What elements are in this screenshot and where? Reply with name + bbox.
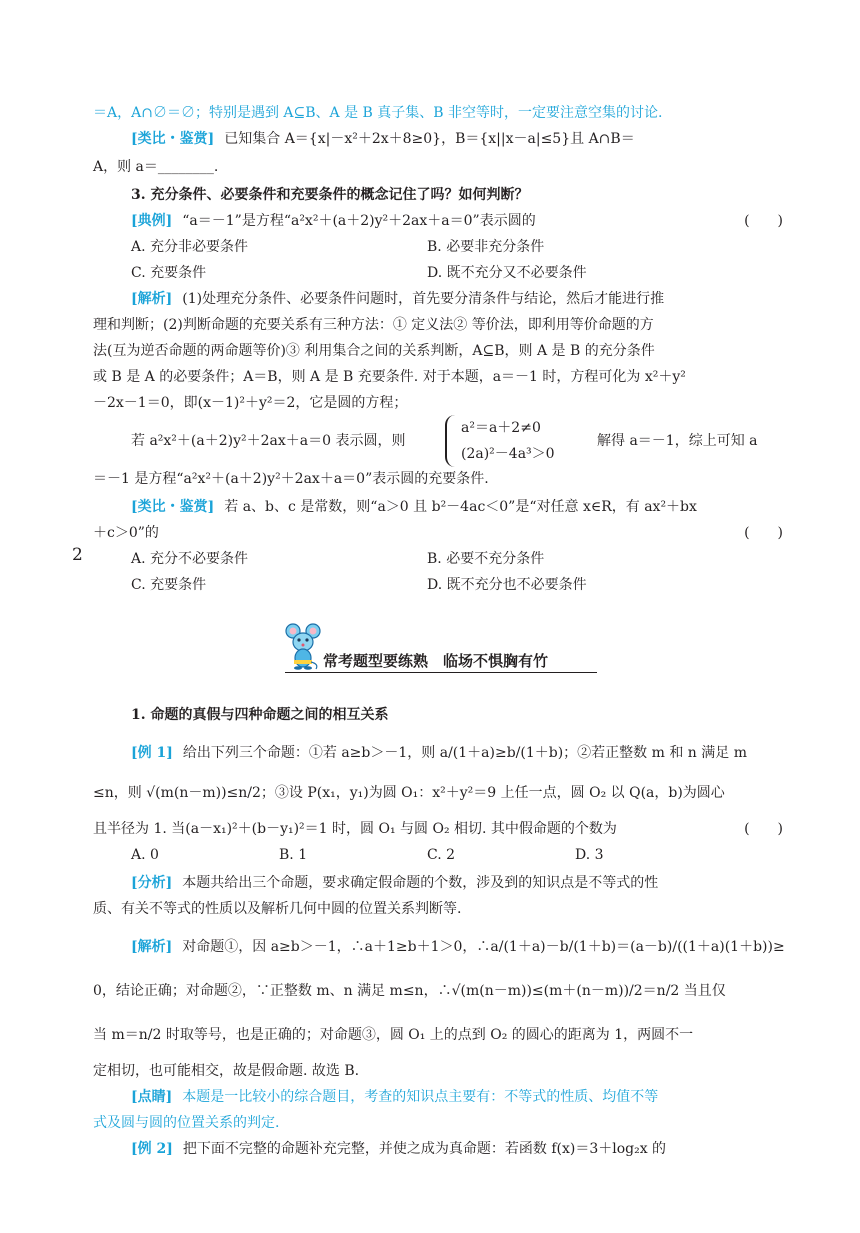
system-eq-2: (2a)²－4a³＞0 bbox=[461, 446, 555, 462]
text-line: [典例] “a＝－1”是方程“a²x²＋(a＋2)y²＋2ax＋a＝0”表示圆的 ( ) bbox=[131, 210, 783, 232]
text-line: 法(互为逆否命题的两命题等价)③ 利用集合之间的关系判断，A⊆B，则 A 是 B 的充分条件 bbox=[93, 343, 655, 359]
analogy-tag: [类比・鉴赏] bbox=[131, 131, 215, 147]
option-a: A. 0 bbox=[131, 847, 159, 863]
option-a: A. 充分非必要条件 bbox=[131, 239, 249, 255]
text-line: [解析] (1)处理充分条件、必要条件问题时，首先要分清条件与结论，然后才能进行推 bbox=[131, 291, 665, 307]
option-c: C. 2 bbox=[427, 847, 456, 863]
text-line: ＋c＞0”的 ( ) bbox=[93, 522, 783, 544]
mouse-mascot-icon bbox=[285, 622, 321, 670]
option-d: D. 既不充分又不必要条件 bbox=[427, 265, 587, 281]
answer-bracket: ( ) bbox=[744, 525, 783, 541]
text-line: 质、有关不等式的性质以及解析几何中圆的位置关系判断等. bbox=[93, 901, 462, 917]
example-tag: [例 2] bbox=[131, 1141, 173, 1157]
text-line: 理和判断；(2)判断命题的充要关系有三种方法：① 定义法② 等价法，即利用等价命题的方 bbox=[93, 317, 654, 333]
text-line: ＝A，A∩∅＝∅；特别是遇到 A⊆B、A 是 B 真子集、B 非空等时，一定要注意空集的讨论. bbox=[93, 105, 663, 121]
analysis-tag: [分析] bbox=[131, 875, 173, 891]
text-line: 定相切，也可能相交，故是假命题. 故选 B. bbox=[93, 1063, 360, 1079]
equation-system bbox=[445, 415, 597, 467]
analogy-tag: [类比・鉴赏] bbox=[131, 499, 215, 515]
text-line: 且半径为 1. 当(a－x₁)²＋(b－y₁)²＝1 时，圆 O₁ 与圆 O₂ 相切. 其中假命题的个数为 ( ) bbox=[93, 818, 783, 840]
example-tag: [典例] bbox=[131, 213, 173, 229]
text-line: A，则 a＝________. bbox=[93, 159, 219, 175]
solution-tag: [解析] bbox=[131, 939, 173, 955]
text-line: 式及圆与圆的位置关系的判定. bbox=[93, 1115, 280, 1131]
section-title: 常考题型要练熟 临场不惧胸有竹 bbox=[323, 652, 549, 670]
section-underline bbox=[285, 672, 597, 673]
question-heading: 3. 充分条件、必要条件和充要条件的概念记住了吗？如何判断？ bbox=[131, 187, 529, 203]
option-c: C. 充要条件 bbox=[131, 265, 207, 281]
text-line: 当 m＝n/2 时取等号，也是正确的；对命题③，圆 O₁ 上的点到 O₂ 的圆心的距离为 1，两圆不一 bbox=[93, 1027, 694, 1043]
text-line: 解得 a＝－1，综上可知 a bbox=[597, 433, 758, 449]
text-line: －2x－1＝0，即(x－1)²＋y²＝2，它是圆的方程； bbox=[93, 395, 408, 411]
text-line: [例 1] 给出下列三个命题：①若 a≥b＞－1，则 a/(1＋a)≥b/(1＋b)；②若正整数 m 和 n 满足 m bbox=[131, 745, 747, 761]
text-line: [类比・鉴赏] 已知集合 A＝{x|－x²＋2x＋8≥0}，B＝{x||x－a|≤5}且 A∩B＝ bbox=[131, 131, 635, 147]
comment-tag: [点睛] bbox=[131, 1089, 173, 1105]
option-d: D. 既不充分也不必要条件 bbox=[427, 577, 587, 593]
question-heading: 1. 命题的真假与四种命题之间的相互关系 bbox=[131, 707, 389, 723]
text-line: [点睛] 本题是一比较小的综合题目，考查的知识点主要有：不等式的性质、均值不等 bbox=[131, 1089, 659, 1105]
text-line: [类比・鉴赏] 若 a、b、c 是常数，则“a＞0 且 b²－4ac＜0”是“对任意 x∈R，有 ax²＋bx bbox=[131, 499, 697, 515]
text-line: 或 B 是 A 的必要条件；A＝B，则 A 是 B 充要条件. 对于本题，a＝－1 时，方程可化为 x²＋y² bbox=[93, 369, 686, 385]
answer-bracket: ( ) bbox=[744, 213, 783, 229]
option-b: B. 1 bbox=[279, 847, 308, 863]
section-header bbox=[285, 620, 597, 676]
text-line: [解析] 对命题①，因 a≥b＞－1，∴a＋1≥b＋1＞0，∴a/(1＋a)－b/(1＋b)＝(a－b)/((1＋a)(1＋b))≥ bbox=[131, 939, 785, 955]
text-line: 0，结论正确；对命题②，∵正整数 m、n 满足 m≤n，∴√(m(n－m))≤(m＋(n－m))/2＝n/2 当且仅 bbox=[93, 983, 726, 999]
answer-bracket: ( ) bbox=[744, 821, 783, 837]
system-eq-1: a²＝a＋2≠0 bbox=[461, 420, 541, 436]
text-line: [例 2] 把下面不完整的命题补充完整，并使之成为真命题：若函数 f(x)＝3＋log₂x 的 bbox=[131, 1141, 667, 1157]
option-b: B. 必要非充分条件 bbox=[427, 239, 545, 255]
option-d: D. 3 bbox=[575, 847, 604, 863]
text-line: ≤n，则 √(m(n－m))≤n/2；③设 P(x₁，y₁)为圆 O₁：x²＋y²＝9 上任一点，圆 O₂ 以 Q(a，b)为圆心 bbox=[93, 785, 725, 801]
example-tag: [例 1] bbox=[131, 745, 173, 761]
option-a: A. 充分不必要条件 bbox=[131, 551, 249, 567]
text-line: 若 a²x²＋(a＋2)y²＋2ax＋a＝0 表示圆，则 bbox=[131, 433, 406, 449]
option-c: C. 充要条件 bbox=[131, 577, 207, 593]
page-number: 2 bbox=[72, 545, 83, 565]
text-line: ＝－1 是方程“a²x²＋(a＋2)y²＋2ax＋a＝0”表示圆的充要条件. bbox=[93, 471, 489, 487]
text-line: [分析] 本题共给出三个命题，要求确定假命题的个数，涉及到的知识点是不等式的性 bbox=[131, 875, 659, 891]
option-b: B. 必要不充分条件 bbox=[427, 551, 545, 567]
solution-tag: [解析] bbox=[131, 291, 173, 307]
